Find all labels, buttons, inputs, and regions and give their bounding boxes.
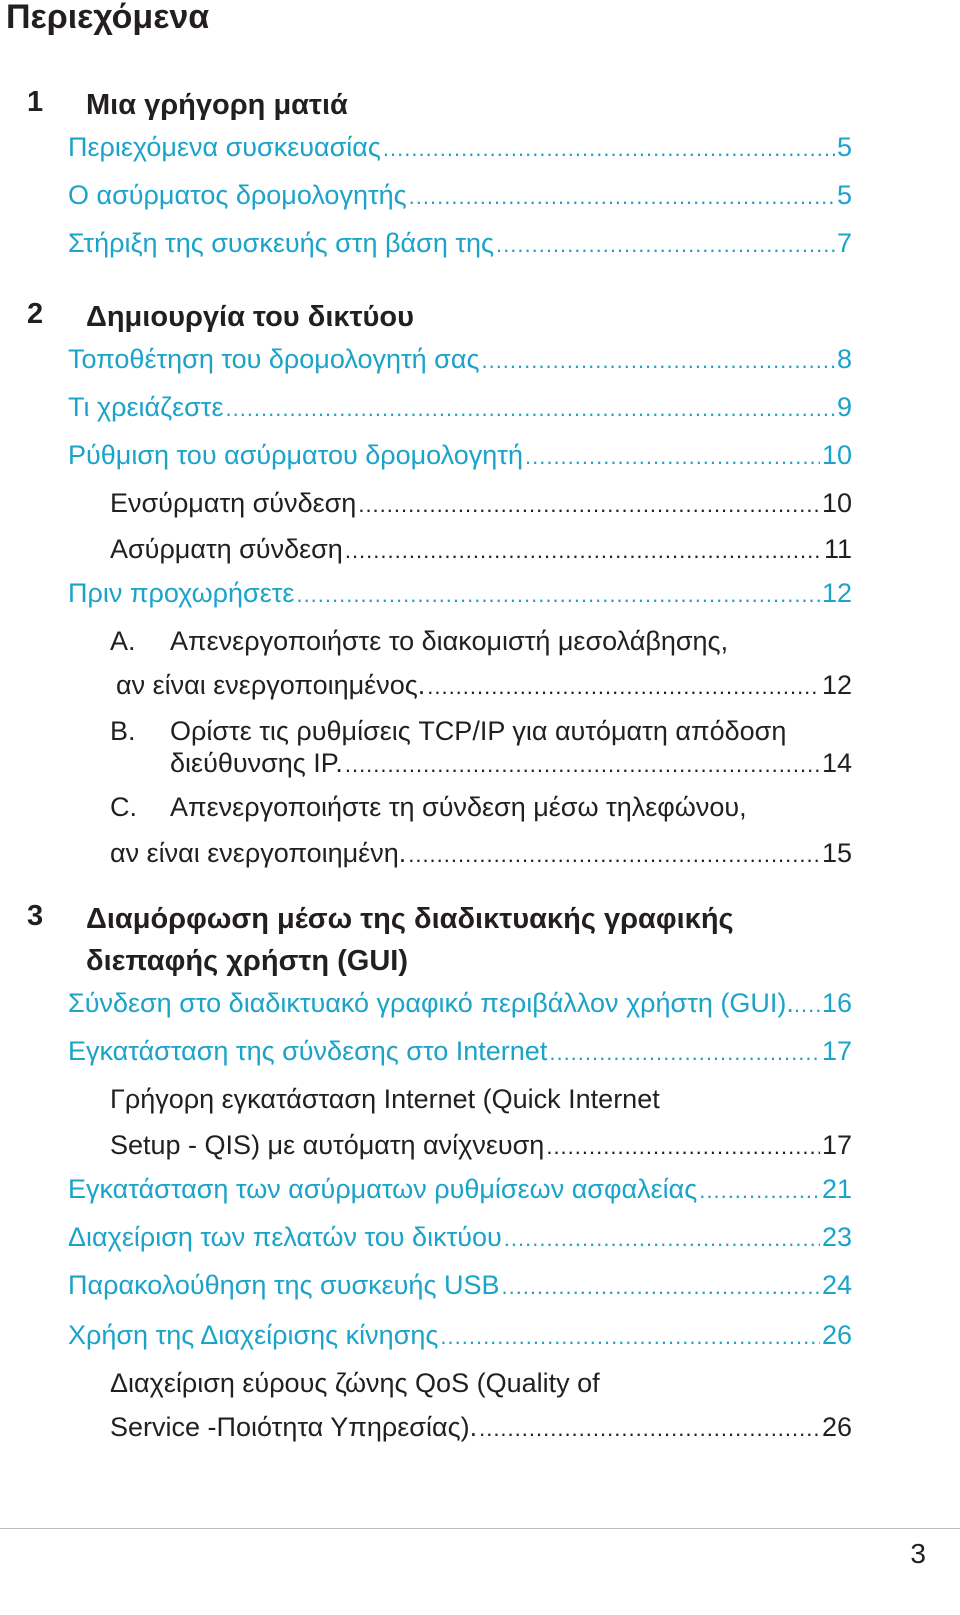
leader-dots: [440, 1318, 820, 1356]
leader-dots: [479, 1410, 820, 1448]
leader-dots: [496, 226, 835, 264]
section-title: Δημιουργία του δικτύου: [86, 301, 414, 333]
section-title: Μια γρήγορη ματιά: [86, 89, 348, 121]
leader-dots: [345, 746, 820, 784]
toc-entry-label: Διαχείριση των πελατών του δικτύου: [68, 1222, 502, 1252]
leader-dots: [481, 342, 835, 380]
toc-entry[interactable]: [0, 224, 960, 268]
toc-entry[interactable]: [0, 1218, 960, 1262]
toc-entry-label: Σύνδεση στο διαδικτυακό γραφικό περιβάλλον χρήστη (GUI).: [68, 988, 794, 1018]
toc-page-number: 14: [821, 748, 852, 778]
toc-page-number: 9: [836, 392, 852, 422]
step-letter: A.: [110, 626, 136, 656]
step-letter: B.: [110, 716, 136, 746]
leader-dots: [408, 836, 820, 874]
toc-entry-label: Πριν προχωρήσετε: [68, 578, 295, 608]
section-number: 3: [27, 900, 44, 932]
toc-entry-label: διεύθυνσης IP.: [170, 748, 343, 778]
page-title: Περιεχόμενα: [6, 0, 210, 36]
toc-page-number: 17: [821, 1130, 852, 1160]
toc-entry-label: Ο ασύρματος δρομολογητής: [68, 180, 407, 210]
toc-page-number: 11: [823, 534, 852, 564]
toc-page-number: 10: [821, 488, 852, 518]
toc-page-number: 15: [821, 838, 852, 868]
section-number: 1: [27, 86, 44, 118]
toc-entry-label: Στήριξη της συσκευής στη βάση της: [68, 228, 495, 258]
toc-page-number: 7: [836, 228, 852, 258]
toc-page-number: 26: [821, 1412, 852, 1442]
toc-page-number: 17: [821, 1036, 852, 1066]
toc-entry-label: Ρύθμιση του ασύρματου δρομολογητή: [68, 440, 523, 470]
leader-dots: [504, 1220, 820, 1258]
toc-entry-label-line1: Διαχείριση εύρους ζώνης QoS (Quality of: [110, 1368, 600, 1398]
toc-entry[interactable]: [0, 340, 960, 384]
leader-dots: [427, 668, 820, 706]
toc-step-c-cont[interactable]: [0, 834, 960, 878]
toc-page-number: 5: [836, 180, 852, 210]
leader-dots: [225, 390, 834, 428]
toc-page-number: 12: [821, 670, 852, 700]
toc-entry-label: Setup - QIS) με αυτόματη ανίχνευση: [110, 1130, 545, 1160]
leader-dots: [549, 1034, 820, 1072]
toc-entry-label: Τι χρειάζεστε: [68, 392, 224, 422]
toc-entry[interactable]: [0, 176, 960, 220]
toc-entry-label: Εγκατάσταση της σύνδεσης στο Internet: [68, 1036, 548, 1066]
leader-dots: [546, 1128, 820, 1166]
leader-dots: [794, 986, 822, 1024]
toc-entry-label: Ενσύρματη σύνδεση: [110, 488, 357, 518]
toc-page-number: 5: [836, 132, 852, 162]
toc-subentry[interactable]: [0, 530, 960, 574]
toc-entry[interactable]: [0, 1266, 960, 1310]
footer-page-number: 3: [910, 1538, 926, 1569]
toc-page-number: 23: [821, 1222, 852, 1252]
toc-step-c[interactable]: [0, 788, 960, 832]
toc-step-b-cont[interactable]: [0, 744, 960, 788]
section-title-line2: διεπαφής χρήστη (GUI): [86, 945, 409, 977]
toc-entry[interactable]: [0, 436, 960, 480]
step-text-line1: Απενεργοποιήστε το διακομιστή μεσολάβησης,: [170, 626, 729, 656]
toc-entry[interactable]: [0, 128, 960, 172]
toc-entry-label: Ασύρματη σύνδεση: [110, 534, 343, 564]
toc-entry-label: Τοποθέτηση του δρομολογητή σας: [68, 344, 480, 374]
toc-subentry[interactable]: [0, 1126, 960, 1170]
toc-entry[interactable]: [0, 574, 960, 618]
toc-step-a[interactable]: [0, 622, 960, 666]
toc-page-number: 21: [821, 1174, 852, 1204]
toc-entry-label: Χρήση της Διαχείρισης κίνησης: [68, 1320, 439, 1350]
toc-entry[interactable]: [0, 1316, 960, 1360]
toc-page-number: 26: [821, 1320, 852, 1350]
toc-entry-label: αν είναι ενεργοποιημένη.: [110, 838, 407, 868]
toc-step-a-cont[interactable]: [0, 666, 960, 710]
step-letter: C.: [110, 792, 137, 822]
toc-page-number: 12: [821, 578, 852, 608]
toc-page-number: 16: [821, 988, 852, 1018]
toc-page-number: 24: [821, 1270, 852, 1300]
toc-entry[interactable]: [0, 1170, 960, 1214]
toc-subentry[interactable]: [0, 1408, 960, 1452]
toc-entry-label: Service -Ποιότητα Υπηρεσίας).: [110, 1412, 478, 1442]
step-text-line1: Απενεργοποιήστε τη σύνδεση μέσω τηλεφώνου,: [170, 792, 747, 822]
toc-page-number: 8: [836, 344, 852, 374]
toc-entry-label: Παρακολούθηση της συσκευής USB: [68, 1270, 500, 1300]
leader-dots: [296, 576, 820, 614]
toc-subentry-line1[interactable]: [0, 1364, 960, 1408]
leader-dots: [345, 532, 822, 570]
toc-entry[interactable]: [0, 1032, 960, 1076]
toc-entry-label-line1: Γρήγορη εγκατάσταση Internet (Quick Internet: [110, 1084, 660, 1114]
section-title-line1: Διαμόρφωση μέσω της διαδικτυακής γραφικής: [86, 903, 734, 935]
leader-dots: [383, 130, 835, 168]
toc-entry[interactable]: [0, 984, 960, 1028]
toc-entry-label: Περιεχόμενα συσκευασίας: [68, 132, 381, 162]
section-number: 2: [27, 298, 44, 330]
leader-dots: [409, 178, 835, 216]
leader-dots: [699, 1172, 820, 1210]
toc-entry[interactable]: [0, 388, 960, 432]
toc-subentry[interactable]: [0, 484, 960, 528]
toc-page-number: 10: [821, 440, 852, 470]
footer-divider: [0, 1528, 960, 1529]
toc-entry-label: Εγκατάσταση των ασύρματων ρυθμίσεων ασφαλείας: [68, 1174, 698, 1204]
leader-dots: [501, 1268, 819, 1306]
leader-dots: [525, 438, 820, 476]
step-text-line1: Ορίστε τις ρυθμίσεις TCP/IP για αυτόματη απόδοση: [170, 716, 787, 746]
toc-subentry-line1[interactable]: [0, 1080, 960, 1124]
toc-entry-label: αν είναι ενεργοποιημένος.: [116, 670, 426, 700]
leader-dots: [358, 486, 820, 524]
